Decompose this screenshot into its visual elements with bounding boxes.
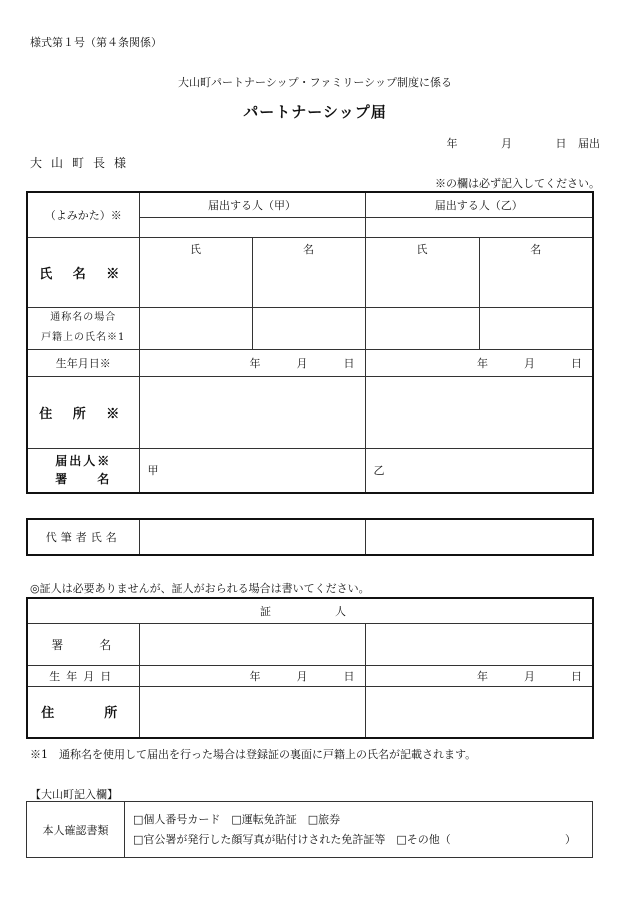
party-b-signature-field[interactable] [365, 448, 593, 493]
date-year-label: 年 [446, 137, 458, 150]
yomikata-label: （よみかた）※ [27, 192, 139, 237]
notifier-label-line-2: 署 名 [55, 472, 112, 487]
required-note: ※の欄は必ず記入してください。 [435, 177, 600, 190]
date-day-label: 日 [555, 137, 567, 150]
id-document-label: 本人確認書類 [27, 802, 125, 858]
party-a-registered-surname-field[interactable] [139, 307, 252, 349]
document-title: パートナーシップ届 [243, 103, 387, 121]
year-label: 年 [249, 356, 261, 370]
party-a-yomikata-field[interactable] [139, 217, 365, 237]
date-month-label: 月 [501, 137, 512, 150]
birth-date-label: 生年月日※ [27, 349, 139, 376]
witness-a-birth-field[interactable] [139, 665, 365, 686]
system-title: 大山町パートナーシップ・ファミリーシップ制度に係る [178, 76, 452, 89]
party-a-signature-field[interactable] [139, 448, 365, 493]
party-b-registered-surname-field[interactable] [365, 307, 479, 349]
given-name-label: 名 [530, 242, 542, 256]
form-number: 様式第１号（第４条関係） [30, 36, 162, 49]
other-close-paren: ） [565, 832, 576, 846]
party-b-mark: 乙 [373, 464, 385, 478]
id-options-line-2[interactable] [133, 830, 592, 850]
applicant-table [26, 191, 594, 494]
party-b-surname-field[interactable] [365, 237, 479, 307]
witness-birth-label: 生年月日 [27, 665, 139, 686]
party-b-yomikata-field[interactable] [365, 217, 593, 237]
notifier-signature-label [27, 448, 139, 493]
address-label: 住 所 ※ [27, 376, 139, 448]
month-label: 月 [524, 356, 535, 370]
day-label: 日 [343, 669, 355, 683]
party-b-header: 届出する人（乙） [365, 192, 593, 217]
party-a-surname-field[interactable] [139, 237, 252, 307]
witness-a-address-field[interactable] [139, 686, 365, 738]
day-label: 日 [571, 356, 582, 370]
month-label: 月 [524, 669, 535, 683]
party-b-birth-date-field[interactable] [365, 349, 593, 376]
month-label: 月 [296, 356, 308, 370]
witness-a-signature-field[interactable] [139, 623, 365, 665]
submission-date [447, 135, 601, 151]
alias-label [27, 307, 139, 349]
alias-label-line-1: 通称名の場合 [50, 312, 117, 323]
witness-signature-label: 署 名 [27, 623, 139, 665]
witness-header: 証 人 [27, 598, 593, 623]
id-options-line-2-text: □官公署が発行した顔写真が貼付けされた免許証等 □その他（ [133, 832, 451, 846]
party-b-registered-given-name-field[interactable] [479, 307, 593, 349]
party-a-registered-given-name-field[interactable] [252, 307, 365, 349]
proxy-writer-label: 代筆者氏名 [27, 519, 139, 555]
party-a-mark: 甲 [147, 464, 159, 478]
proxy-writer-field-b[interactable] [365, 519, 593, 555]
witness-address-label: 住 所 [27, 686, 139, 738]
month-label: 月 [296, 669, 308, 683]
day-label: 日 [343, 356, 355, 370]
office-use-table [26, 801, 593, 858]
party-b-given-name-field[interactable] [479, 237, 593, 307]
year-label: 年 [477, 669, 488, 683]
office-section-heading: 【大山町記入欄】 [30, 788, 118, 801]
witness-b-signature-field[interactable] [365, 623, 593, 665]
day-label: 日 [571, 669, 582, 683]
surname-label: 氏 [416, 242, 428, 256]
year-label: 年 [477, 356, 488, 370]
year-label: 年 [249, 669, 261, 683]
witness-note: ◎証人は必要ありませんが、証人がおられる場合は書いてください。 [30, 582, 370, 595]
name-label: 氏 名 ※ [27, 237, 139, 307]
party-a-given-name-field[interactable] [252, 237, 365, 307]
party-a-address-field[interactable] [139, 376, 365, 448]
party-a-birth-date-field[interactable] [139, 349, 365, 376]
party-a-header: 届出する人（甲） [139, 192, 365, 217]
id-document-options [125, 802, 593, 858]
witness-b-address-field[interactable] [365, 686, 593, 738]
party-b-address-field[interactable] [365, 376, 593, 448]
surname-label: 氏 [190, 242, 201, 256]
recipient: 大山町長様 [30, 156, 136, 170]
id-options-line-1[interactable]: □個人番号カード □運転免許証 □旅券 [133, 812, 341, 826]
alias-label-line-2: 戸籍上の氏名※1 [41, 332, 126, 343]
notifier-label-line-1: 届出人※ [55, 454, 112, 469]
footnote: ※1 通称名を使用して届出を行った場合は登録証の裏面に戸籍上の氏名が記載されます。 [30, 748, 477, 761]
witness-b-birth-field[interactable] [365, 665, 593, 686]
proxy-writer-table [26, 518, 594, 556]
date-suffix: 届出 [578, 137, 600, 150]
given-name-label: 名 [303, 242, 314, 256]
proxy-writer-field-a[interactable] [139, 519, 365, 555]
witness-table [26, 597, 594, 739]
